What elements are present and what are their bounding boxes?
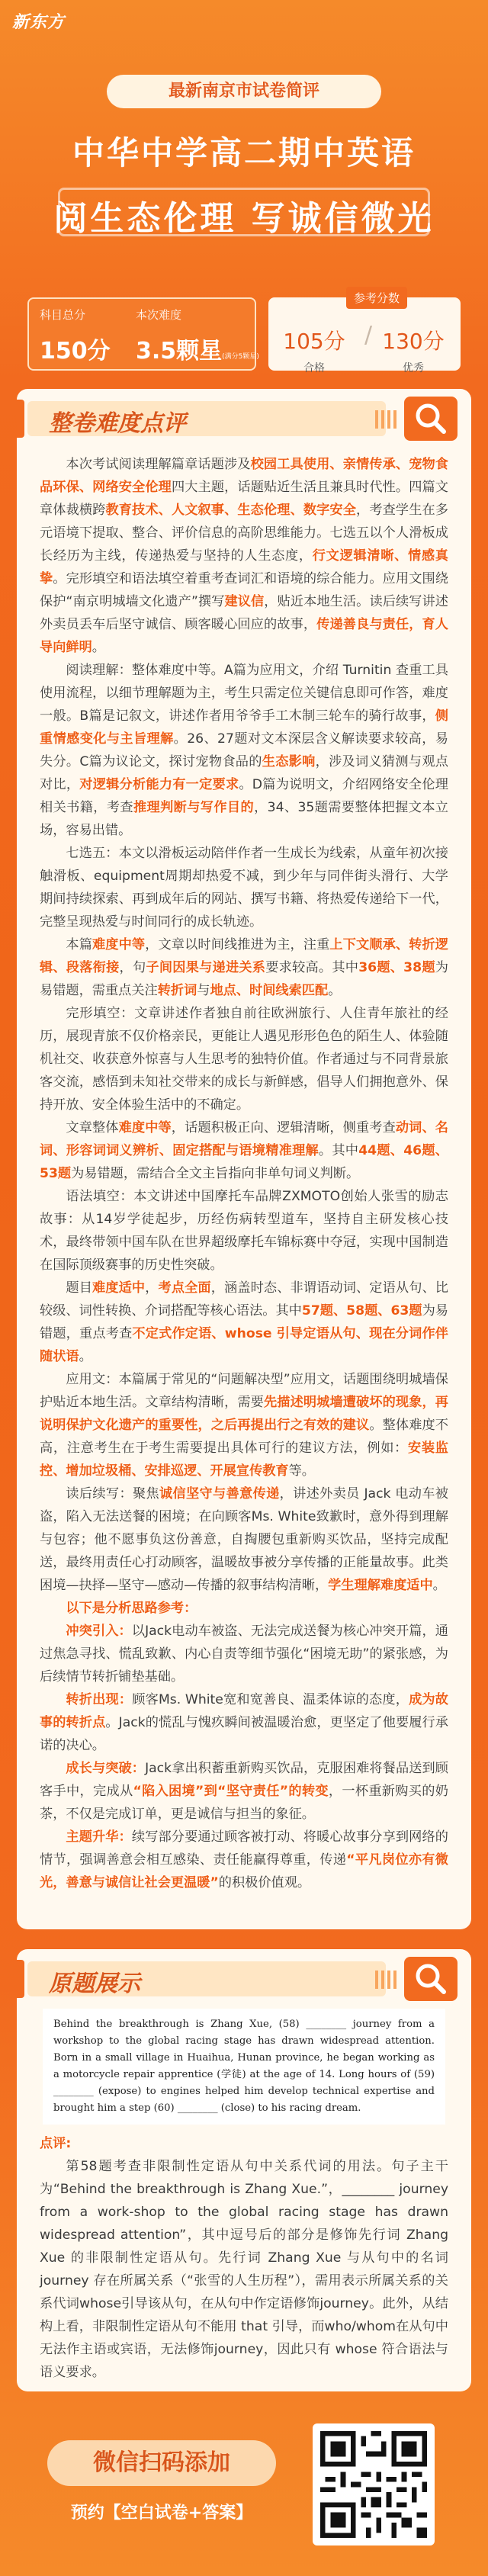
- stripe-decoration: [375, 410, 398, 429]
- review-paragraph: 完形填空：文章讲述作者独自前往欧洲旅行、人住青年旅社的经历，展现青旅不仅价格亲民，更能让人遇见形形色色的陌生人、体验随机社交、收获意外惊喜与人生思考的独特价值。作者通过与不同背景旅客交流，感悟到未知社交带来的成长与新鲜感，倡导人们拥抱意外、保持开放、安全体验生活中的不确定。: [40, 1006, 448, 1113]
- text: ，讲述外卖员 Jack 电动车被盗，陷入无法送餐的困境；在向顾客Ms. White致歉时，意外得到理解与包容；他不愿事负这份善意，自掏腰包重新购买饮品，坚持完成配送，最终用责任心打动顾客，温暖故事被分享传播的正能量故事。此类困境—抉择—坚守—感动—传播的叙事结构清晰，: [40, 1486, 448, 1593]
- difficulty-value: 3.5颗星: [136, 338, 223, 365]
- highlight: 传递善良与责任，育人导向鲜明: [40, 617, 448, 655]
- text: ，一杯重新购买的奶茶，不仅是完成订单，更是诚信与担当的象征。: [40, 1784, 448, 1822]
- qr-code-glyph: [320, 2431, 427, 2538]
- point-label: 成长与突破：: [66, 1761, 146, 1776]
- point-label: 冲突引入：: [66, 1624, 132, 1639]
- highlight: 难度中等: [92, 937, 146, 952]
- brand-logo: 新东方: [12, 13, 66, 32]
- highlight: 子间因果与递进关系: [146, 960, 266, 975]
- original-passage: Behind the breakthrough is Zhang Xue, (58) ________ journey from a workshop to the global racing stage has drawn widespread attention. Born in a small village in Huaihua, Hunan province, he began working as a motorcycle repair apprentice (学徒) at the age of 14. Long hours of (59) ________ (expose) to engines helped him develop technical expertise and brought him a step (60) ________ (close) to his racing dream.: [43, 2009, 445, 2125]
- highlight: 学生理解难度适中: [328, 1578, 433, 1593]
- review-paragraph: [40, 659, 448, 842]
- qr-code[interactable]: [313, 2423, 435, 2545]
- text: ，贴近本地生活。读后续写讲述外卖员丢车后坚守诚信、顾客暖心回应的故事，: [40, 594, 448, 632]
- highlight: 57题、58题、63题: [301, 1303, 422, 1319]
- highlight: 对逻辑分析能力有一定要求: [79, 777, 239, 792]
- text: 本篇: [66, 937, 92, 952]
- text: 要求较高。其中: [265, 960, 359, 975]
- highlight: 地点、时间线索匹配: [210, 983, 329, 998]
- highlight: 动词、名词、形容词词义辨析、固定搭配与语境精准理解: [40, 1120, 448, 1158]
- score-stats: [27, 291, 461, 383]
- review-body: [17, 448, 471, 1910]
- text: ，文章以时间线推进为主，注重: [145, 937, 330, 952]
- highlight: 先描述明城墙遭破坏的现象，再说明保护文化遗产的重要性，之后再提出行之有效的建议: [40, 1395, 448, 1433]
- difficulty-review-card: [17, 389, 471, 1929]
- highlight: 不定式作定语、whose 引导定语从句、现在分词作伴随状语: [40, 1326, 448, 1364]
- text: 的积极价值观。: [218, 1875, 311, 1890]
- text: 四大主题，话题贴近生活且兼具时代性。四篇文章体裁横跨: [40, 480, 448, 518]
- text: 以Jack电动车被盗、无法完成送餐为核心冲突开篇，通过焦急寻找、慌乱致歉、内心自责等细节强化“困境无助”的紧张感，为后续情节转折铺垫基础。: [40, 1624, 448, 1685]
- text: 。D篇为说明文，介绍网络安全伦理相关书籍，考查: [40, 777, 448, 815]
- text: 。完形填空和语法填空着重考查词汇和语境的综合能力。应用文围绕保护“南京明城墙文化遗产”撰写: [40, 571, 448, 609]
- difficulty-note: (满分5颗星): [222, 353, 259, 361]
- original-question-card: [17, 1949, 471, 2391]
- highlight: 建议信: [224, 594, 265, 609]
- review-paragraph: [40, 1482, 448, 1597]
- pass-score-cell: [276, 325, 352, 375]
- text: 为易错题，重点考查: [40, 1303, 448, 1341]
- reference-score-tag: 参考分数: [346, 287, 407, 309]
- text: 。其中: [318, 1143, 359, 1158]
- excellent-score-label: 优秀: [403, 362, 424, 374]
- text: 读后续写：聚焦: [66, 1486, 159, 1502]
- difficulty-cell: [136, 307, 259, 365]
- difficulty-value-row: [136, 332, 259, 365]
- analysis-point: [40, 1826, 448, 1894]
- text: ，: [145, 1280, 159, 1296]
- highlight: “平凡岗位亦有微光，善意与诚信让社会更温暖”: [40, 1852, 448, 1890]
- total-score-cell: [40, 307, 111, 365]
- search-icon: [404, 1957, 458, 2001]
- highlight: 上下文顺承、转折逻辑、段落衔接: [40, 937, 448, 975]
- highlight: 成为故事的转折点: [40, 1692, 448, 1730]
- text: 。26、27题对文本深层含义解读要求较高，易失分。C篇为议论文，探讨宠物食品的: [40, 731, 448, 769]
- text: ，34、35题需要整体把握文本立场，容易出错。: [40, 800, 448, 838]
- section-accent-bar: [17, 1960, 24, 1998]
- search-icon-glyph: [404, 1957, 458, 2001]
- analysis-point: [40, 1757, 448, 1826]
- highlight: 安装监控、增加垃圾桶、安排巡逻、开展宣传教育: [40, 1441, 448, 1479]
- section-title: 原题展示: [49, 1971, 140, 1997]
- review-paragraph: [40, 1277, 448, 1368]
- header-ribbon: 最新南京市试卷简评: [107, 75, 381, 108]
- highlight: 考点全面: [158, 1280, 211, 1296]
- section-title-box: [27, 1961, 386, 1996]
- text: 顾客Ms. White宽和宽善良、温柔体谅的态度，: [132, 1692, 409, 1707]
- excellent-score-value: 130分: [382, 329, 445, 354]
- section-title: 整卷难度点评: [49, 410, 186, 437]
- section-title-box: [27, 401, 386, 436]
- pass-score-label: 合格: [303, 362, 325, 374]
- page-title: 中华中学高二期中英语: [72, 134, 416, 172]
- reserve-text: 预约【空白试卷+答案】: [70, 2504, 253, 2523]
- review-paragraph: 七选五：本文以滑板运动陪伴作者一生成长为线索，从童年初次接触滑板、equipment周期却热爱不减，到少年与同伴街头滑行、大学期间持续探索、再到成年后的网站、撰写书籍、将热爱传递给下一代，完整呈现热爱与时间同行的成长轨迹。: [40, 846, 448, 930]
- section-header: [17, 389, 471, 448]
- text: 题目: [66, 1280, 92, 1296]
- total-score-label: 科目总分: [40, 308, 86, 322]
- text: 。整体难度不高，注意考生在于考生需要提出具体可行的建议方法，例如：: [40, 1418, 448, 1456]
- search-icon: [404, 397, 458, 441]
- score-divider: /: [364, 322, 373, 348]
- review-paragraph: [40, 453, 448, 659]
- highlight: 侧重情感变化与主旨理解: [40, 708, 448, 747]
- text: ，涵盖时态、非谓语动词、定语从句、比较级、词性转换、介词搭配等核心语法。其中: [40, 1280, 448, 1319]
- search-icon-glyph: [404, 397, 458, 441]
- review-paragraph: 语法填空：本文讲述中国摩托车品牌ZXMOTO创始人张雪的励志故事：从14岁学徒起步，历经伤病转型道车，坚持自主研发核心技术，最终带领中国车队在世界超级摩托车锦标赛中夺冠，实现中国制造在国际顶级赛事的历史性突破。: [40, 1189, 448, 1273]
- total-score-value: 150分: [40, 338, 111, 365]
- analysis-point: [40, 1620, 448, 1688]
- point-label: 转折出现：: [66, 1692, 133, 1707]
- analysis-heading: 以下是分析思路参考：: [66, 1601, 197, 1616]
- review-paragraph: [40, 1116, 448, 1185]
- text: Jack拿出积蓄重新购买饮品，克服困难将餐品送到顾客手中，完成从: [40, 1761, 448, 1799]
- analysis-body: [17, 2125, 471, 2399]
- stripe-decoration: [375, 1971, 398, 1989]
- text: ，考查学生在多元语境下提取、整合、评价信息的高阶思维能力。七选五以个人滑板成长经历为主线，传递热爱与坚持的人生态度，: [40, 503, 448, 564]
- wechat-scan-button[interactable]: 微信扫码添加: [47, 2440, 276, 2486]
- text: 本次考试阅读理解篇章话题涉及: [66, 457, 251, 472]
- highlight: 难度适中: [92, 1280, 146, 1296]
- text: ，话题积极正向、逻辑清晰，侧重考查: [171, 1120, 396, 1135]
- difficulty-label: 本次难度: [136, 308, 182, 322]
- text: 。Jack的慌乱与愧疚瞬间被温暖治愈，更坚定了他要履行承诺的决心。: [40, 1715, 448, 1753]
- exam-info-box: [27, 297, 259, 371]
- pass-score-value: 105分: [283, 329, 345, 354]
- text: 续写部分要通过顾客被打动、将暖心故事分享到网络的情节，强调善意会相互感染、责任能赢得尊重，传递: [40, 1829, 448, 1868]
- text: ，涉及词义猜测与观点对比，: [40, 754, 448, 792]
- highlight: 难度中等: [118, 1120, 172, 1135]
- analysis-paragraph: 第58题考查非限制性定语从句中关系代词的用法。句子主干为“Behind the breakthrough is Zhang Xue.”，________ journey from a work-shop to the global racing stage has drawn widespread attention”，其中逗号后的部分是修饰先行词 Zhang Xue 的非限制性定语从句。先行词 Zhang Xue 与从句中的名词 journey 存在所属关系（“张雪的人生历程”），需用表示所属关系的关系代词whose引导该从句，在从句中作定语修饰journey。此外，从结构上看，非限制性定语从句不能用 that 引导，而who/whom在从句中无法作主语或宾语，无法修饰journey，因此只有 whose 符合语法与语义要求。: [40, 2159, 448, 2380]
- review-paragraph: [40, 1368, 448, 1482]
- highlight: 推理判断与写作目的: [133, 800, 255, 815]
- text: 。: [432, 1578, 446, 1593]
- highlight: 校园工具使用、亲情传承、宠物食品环保、网络安全伦理: [40, 457, 448, 495]
- highlight: 生态影响: [262, 754, 316, 769]
- highlight: 诚信坚守与善意传递: [159, 1486, 280, 1502]
- highlight: 44题、46题、53题: [40, 1143, 448, 1181]
- highlight: 教育技术、人文叙事、生态伦理、数字安全: [105, 503, 357, 518]
- text: 阅读理解：整体难度中等。A篇为应用文，介绍 Turnitin 查重工具使用流程，以细节理解题为主，考生只需定位关键信息即可作答，难度一般。B篇是记叙文，讲述作者用爷爷手工木制三轮车的骑行故事，: [40, 663, 448, 724]
- qr-footer: [17, 2410, 471, 2562]
- header: [0, 0, 488, 374]
- text: 。: [79, 1349, 92, 1364]
- text: 为易错题，需重点关注: [40, 960, 448, 998]
- highlight: 转折词: [157, 983, 197, 998]
- text: 。: [92, 640, 105, 655]
- analysis-point: [40, 1688, 448, 1757]
- section-header: [17, 1949, 471, 2009]
- text: 为易错题，需结合全文主旨指向非单句词义判断。: [71, 1166, 360, 1181]
- review-paragraph: [40, 933, 448, 1002]
- text: 。: [328, 983, 342, 998]
- text: 文章整体: [66, 1120, 119, 1135]
- text: 与: [197, 983, 210, 998]
- text: ，句: [119, 960, 146, 975]
- text: 等。: [288, 1463, 315, 1479]
- highlight: 36题、38题: [358, 960, 435, 975]
- highlight: “陷入困境”到“坚守责任”的转变: [133, 1784, 329, 1799]
- point-label: 主题升华：: [66, 1829, 132, 1845]
- page-subtitle: 阅生态伦理 写诚信微光: [53, 199, 435, 238]
- analysis-label: 点评:: [40, 2136, 72, 2151]
- text: 应用文：本篇属于常见的“问题解决型”应用文，话题围绕明城墙保护贴近本地生活。文章结构清晰，需要: [40, 1372, 448, 1410]
- excellent-score-cell: [375, 325, 451, 375]
- section-accent-bar: [17, 400, 24, 438]
- highlight: 行文逻辑清晰、情感真挚: [40, 548, 448, 586]
